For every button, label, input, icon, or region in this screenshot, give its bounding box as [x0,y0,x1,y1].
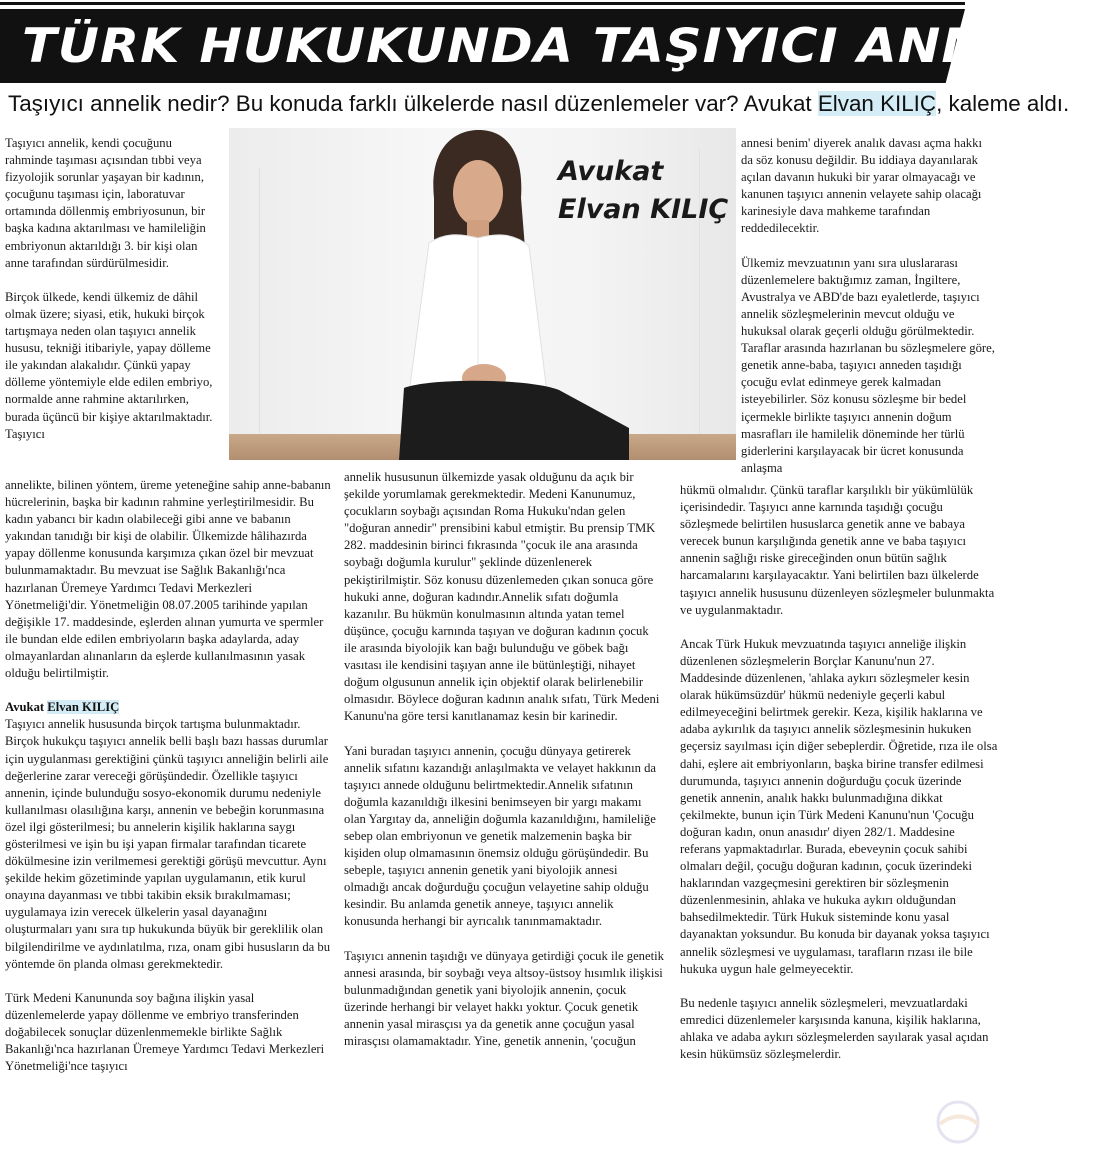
byline [5,699,333,716]
photo-caption-name: Elvan KILIÇ [558,194,729,225]
byline-name: Elvan KILIÇ [47,700,120,715]
byline-prefix: Avukat [5,700,48,715]
photo-caption [558,153,738,229]
column-3-body [680,482,998,1063]
paragraph: Taşıyıcı annenin taşıdığı ve dünyaya getirdiği çocuk ile genetik annesi arasında, bir soybağı veya altsoy-üstsoy hısımlık ilişkisi bulunmadığından genetik yani biyolojik annenin, çocuk üzerinde herhangi bir velayet hakkı yoktur. Çocuk genetik annenin yasal mirasçısı ya da genetik anne çocuğun yasal mirasçısı olamamaktadır. Yine, genetik annenin, 'çocuğun [344,948,664,1049]
column-1-body [5,477,333,1075]
paragraph: Türk Medeni Kanununda soy bağına ilişkin yasal düzenlemelerde yapay döllenme ve embriyo transferinden doğabilecek sonuçlar düzenlenmemekle birlikte Sağlık Bakanlığı'nca hazırlanan Üremeye Yardımcı Tedavi Merkezleri Yönetmeliği'nce taşıyıcı [5,990,325,1074]
paragraph: Ancak Türk Hukuk mevzuatında taşıyıcı anneliğe ilişkin düzenlenen sözleşmelerin Borçlar Kanunu'nun 27. Maddesinde düzenlenen, 'ahlaka aykırı sözleşmeler kesin olarak hükümsüzdür' hükmü nedeniyle geçerli kabul edilmeyeceğini belirtmek gerekir. Keza, kişilik haklarına ve adaba aykırılık da taşıyıcı annelik sözleşmesinin hukuken geçersiz sayılması için diğer sebeplerdir. Öğretide, rıza ile olsa dahi, eşlere ait embriyonların, başka birine transfer edilmesi durumunda, taşıyıcı annenin doğurduğu çocuk üzerinde genetik annenin, analık hakkı bulunmadığına dikkat çekilmekte, bunun için Türk Medeni Kanunu'nun 'Çocuğu doğuran kadın, onun anasıdır' diyen 282/1. Maddesine referans yapmaktadırlar. Burada, ebeveynin çocuk sahibi olmaları değil, çocuğu doğuran kadının, çocuk üzerindeki haklarından vazgeçmesini gerektiren bir sözleşmenin düzenlenmesinin, ahlaka ve hukuka aykırı olduğundan bahsedilmektedir. Türk Hukuk sisteminde konu yasal dayanaktan yoksundur. Bu konuda bir dayanak yoksa taşıyıcı annelik sözleşmesi ve uygulaması, tarafların rızası ile bile hukuka uygun hale gelmeyecektir. [680,636,998,976]
subhead-text: Taşıyıcı annelik nedir? Bu konuda farklı ülkelerde nasıl düzenlemeler var? Avukat [8,91,818,116]
publisher-logo-icon [930,1098,986,1146]
photo-caption-title: Avukat [558,156,664,187]
paragraph: Birçok ülkede, kendi ülkemiz de dâhil olmak üzere; siyasi, etik, hukuki birçok tartışmaya neden olan taşıyıcı annelik hususu, tekniği itibariyle, yapay dölleme ile yakından alakalıdır. Çünkü yapay dölleme yöntemiyle elde edilen embriyo, normalde anne rahmine aktarılırken, burada üçüncü bir kişiye aktarılmaktadır. Taşıyıcı [5,289,213,441]
author-photo [229,128,736,460]
author-name-highlight: Elvan KILIÇ [817,91,937,116]
paragraph: Ülkemiz mevzuatının yanı sıra uluslararası düzenlemelere baktığımız zaman, İngiltere, Avustralya ve ABD'de bazı eyaletlerde, taşıyıcı annelik sözleşmelerinin mevcut olduğu ve hukuksal olarak geçerli olduğu görülmektedir. Taraflar arasında hazırlanan bu sözleşmelere göre, genetik anne-baba, taşıyıcı anneden taşıdığı çocuğu evlat edinmeye gerek kalmadan isteyebilirler. Söz konusu sözleşme bir bedel içermekle birlikte taşıyıcı annenin doğum masrafları ile hamilelik döneminde her türlü giderlerini karşılayacak bir ücret konusunda anlaşma [741,255,995,475]
paragraph: annelikte, bilinen yöntem, üreme yeteneğine sahip anne-babanın hücrelerinin, başka bir kadının rahmine yerleştirilmesidir. Bu kadın yabancı bir kadın olabileceği gibi anne ve babanın yakından tanıdığı bir kişi de olabilir. Ülkemizde hâlihazırda yapay döllenme konusunda karşımıza çıkan özel bir mevzuat bulunmamaktadır. Bu mevzuat ise Sağlık Bakanlığı'nca hazırlanan Üremeye Yardımcı Tedavi Merkezleri Yönetmeliği'dir. Yönetmeliğin 08.07.2005 tarihinde yapılan değişikle 17. maddesinde, eşlerden alınan yumurta ve spermler ile bundan elde edilen embriyoların başka adaylarda, aday olmayanlardan alınanların da eşlerde kullanılmasının yasak olduğu belirtilmiştir. [5,478,331,681]
paragraph: Bu nedenle taşıyıcı annelik sözleşmeleri, mevzuatlardaki emredici düzenlemeler karşısında kanuna, kişilik haklarına, ahlaka ve adaba aykırı sözleşmelerden sayılarak yasal açıdan kesin hükümsüz sözleşmelerdir. [680,995,989,1062]
paragraph: Taşıyıcı annelik, kendi çocuğunu rahminde taşıması açısından tıbbi veya fizyolojik sorunlar yaşayan bir kadının, çocuğunu taşıması için, laboratuvar ortamında döllenmiş embriyosunun, bir başka kadına aktarılması ve hamileliğin embriyonun aktarıldığı 3. bir kişi olan anne tarafından sürdürülmesidir. [5,136,206,270]
paragraph: hükmü olmalıdır. Çünkü taraflar karşılıklı bir yükümlülük içerisindedir. Taşıyıcı anne karnında taşıdığı çocuğu sözleşmede belirtilen hususlarca genetik anne ve babaya verecek bunun karşılığında genetik anne ve baba taşıyıcı annenin sağlığı riske gireceğinden onun bütün sağlık harcamalarını karşılayacaktır. Yani belirtilen bazı ülkelerde taşıyıcı annelik hususunu düzenleyen sözleşmeler bulunmakta ve uygulanmaktadır. [680,483,995,617]
column-1-top [5,135,220,443]
paragraph: annelik hususunun ülkemizde yasak olduğunu da açık bir şekilde yorumlamak gerekmektedir. Medeni Kanunumuz, çocukların soybağı açısından Roma Hukuku'ndan gelen "doğuran annedir" prensibini kabul etmiştir. Bu prensip TMK 282. maddesinin birinci fıkrasında "çocuk ile ana arasında soybağı doğumla kurulur" şeklinde düzenlenerek pekiştirilmiştir. Söz konusu düzenlemeden çıkan sonuca göre hukuki anne, doğuran kadındır.Annelik sıfatı doğumla kazanılır. Bu hükmün konulmasının altında yatan temel düşünce, çocuğu karnında taşıyan ve doğuran kadının çocuk ile arasında biyolojik kan bağı bulunduğu ve göbek bağı vasıtası ile kendisini taşıyan anne ile bütünleştiği, nihayet doğum olgusunun annelik için objektif olarak belirlenebilir olmasıdır. Böylece doğuran kadının analık sıfatı, Türk Medeni Kanunu'na göre tersi kanıtlanamaz kesin bir karinedir. [344,470,660,724]
top-rule [0,2,965,5]
article-subheadline [8,89,1070,119]
paragraph: Yani buradan taşıyıcı annenin, çocuğu dünyaya getirerek annelik sıfatını kazandığı anlaşılmakta ve velayet hakkının da taşıyıcı annede olduğunu belirtmektedir.Annelik sıfatının doğumla kazanıldığı ilkesini benimseyen bir yargı makamı olan Yargıtay da, anneliğin doğumla kazanıldığını, hamileliğe sebep olan embriyonun ve genetik malzemenin başka bir kişiden olup olmamasının önemsiz olduğu görüşündedir. Bu sebeple, taşıyıcı annenin genetik yani biyolojik annesi olmadığı ancak doğurduğu çocuğun velayetine sahip olduğu kesindir. Bu anlamda genetik anneye, taşıyıcı annelik konusunda herhangi bir ayrıcalık tanınmamaktadır. [344,743,657,929]
subhead-text-end: , kaleme aldı. [936,91,1070,116]
paragraph: annesi benim' diyerek analık davası açma hakkı da söz konusu değildir. Bu iddiaya dayanılarak açılan davanın hukuki bir yarar olmayacağı ve kanunen taşıyıcı annenin velayete sahip olacağı karinesiyle dava mahkeme tarafından reddedilecektir. [741,136,982,236]
paragraph: Taşıyıcı annelik hususunda birçok tartışma bulunmaktadır. Birçok hukukçu taşıyıcı annelik belli başlı bazı hassas durumlar için uygulanması gerektiğini çünkü taşıyıcı anneliğin belirli aile değerlerine zarar vereceği görüşündedir. Özellikle taşıyıcı annenin, içinde bulunduğu sosyo-ekonomik durumu nedeniyle kullanılması olasılığına karşı, annenin ve bebeğin korunmasına özel ilgi gösterilmesi; bu annelerin kişilik haklarına saygı gösterilmesi ve işin bu işi yapan firmalar tarafından ticarete dökülmesine izin verilmemesi gerektiği görüşü mevcuttur. Aynı şekilde hekim gözetiminde yapılan uygulamanın, etik kurul onayına dayanması ve tıbbi takibin eksik bırakılmaması; uygulamaya izin verecek ülkelerin yasal dayanağını oluşturmaları yanı sıra tıp hukukunda büyük bir gereklilik olan bilgilendirilme ve aydınlatılma, rıza, onam gibi hususların da bu yöntemde ön planda olması gerekmektedir. [5,717,331,971]
column-3-top [741,135,995,477]
article-headline: TÜRK HUKUKUNDA TAŞIYICI ANNELİK [22,19,1115,74]
column-2 [344,469,664,1050]
